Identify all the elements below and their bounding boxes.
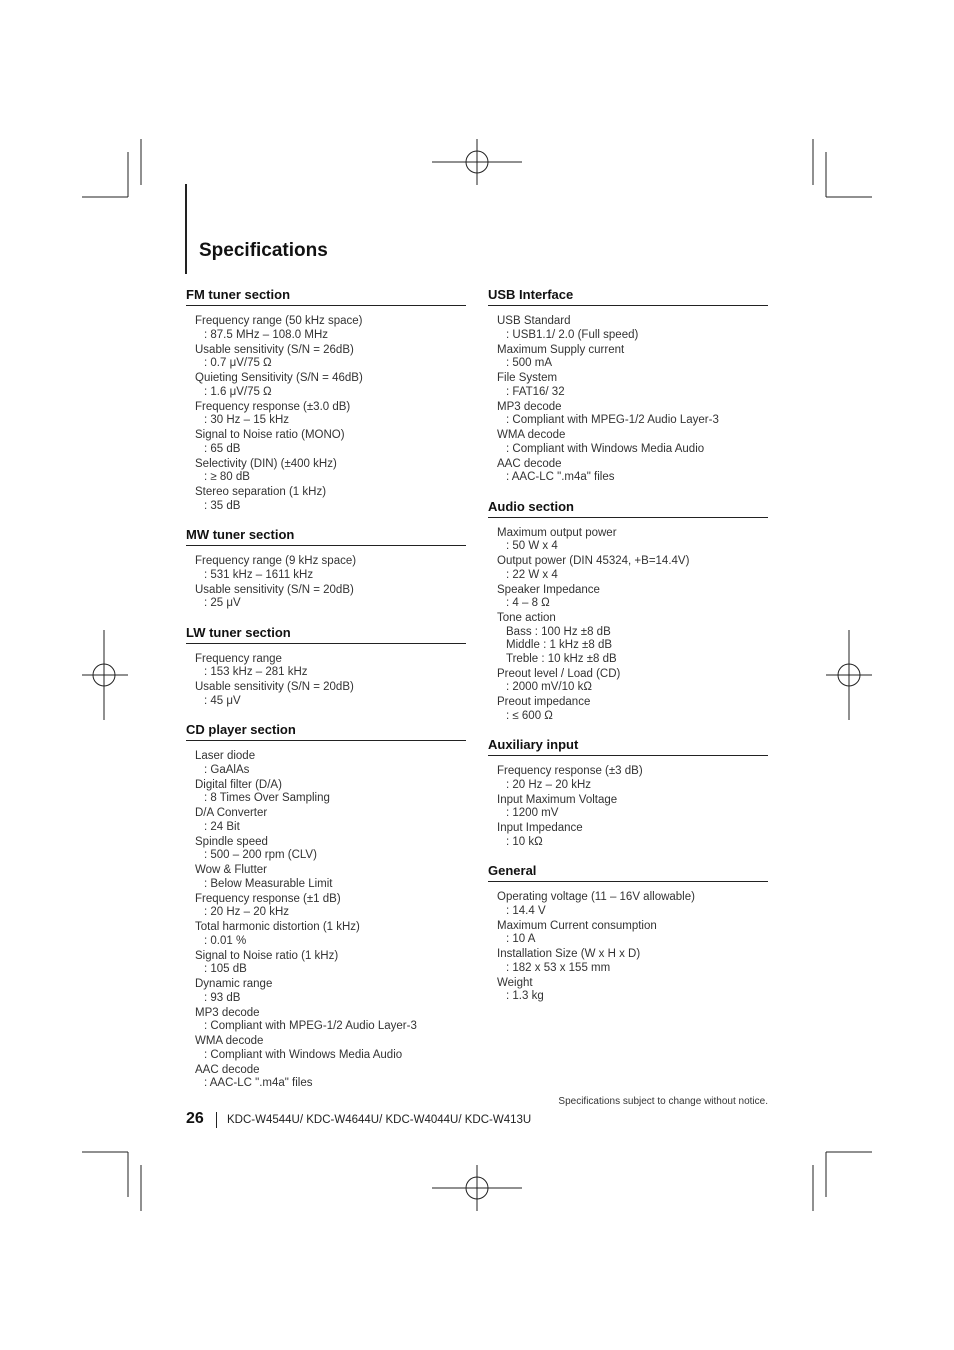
spec-item — [195, 315, 466, 342]
spec-item — [497, 920, 768, 947]
spec-item — [195, 950, 466, 977]
page-number-separator — [216, 1112, 217, 1128]
spec-item — [195, 401, 466, 428]
spec-list — [186, 555, 466, 611]
spec-label: MP3 decode — [195, 1006, 260, 1019]
spec-item — [497, 527, 768, 554]
spec-value: : 1.6 μV/75 Ω — [204, 385, 272, 398]
spec-item — [195, 779, 466, 806]
spec-label: Maximum output power — [497, 526, 617, 539]
spec-label: Speaker Impedance — [497, 583, 600, 596]
spec-value: : 30 Hz – 15 kHz — [204, 414, 290, 426]
model-list: KDC-W4544U/ KDC-W4644U/ KDC-W4044U/ KDC-W413U — [227, 1114, 532, 1126]
left-column — [186, 286, 466, 1104]
spec-value: : 93 dB — [204, 991, 241, 1004]
section-cd-player-section — [186, 721, 466, 1091]
spec-label: Weight — [497, 976, 533, 989]
spec-list — [488, 527, 768, 724]
spec-label: Installation Size (W x H x D) — [497, 948, 641, 960]
spec-label: Input Impedance — [497, 822, 583, 834]
section-audio-section — [488, 498, 768, 724]
spec-list — [186, 653, 466, 709]
spec-label: Frequency range (50 kHz space) — [195, 315, 363, 327]
spec-label: USB Standard — [497, 315, 571, 327]
spec-value: : AAC-LC ".m4a" files — [204, 1077, 313, 1089]
spec-value: : 87.5 MHz – 108.0 MHz — [204, 328, 328, 341]
spec-item — [497, 891, 768, 918]
spec-item — [497, 696, 768, 723]
spec-item — [195, 372, 466, 399]
spec-label: Digital filter (D/A) — [195, 778, 282, 791]
spec-value: : 1.3 kg — [506, 990, 544, 1002]
spec-value: : 10 kΩ — [506, 835, 543, 848]
spec-item — [195, 458, 466, 485]
spec-value: : 65 dB — [204, 442, 241, 455]
spec-item — [497, 612, 768, 666]
spec-value: Middle : 1 kHz ±8 dB — [506, 639, 613, 651]
spec-label: Preout impedance — [497, 696, 591, 708]
spec-item — [497, 765, 768, 792]
section-mw-tuner-section — [186, 526, 466, 611]
spec-label: Usable sensitivity (S/N = 20dB) — [195, 583, 354, 596]
spec-label: WMA decode — [497, 429, 566, 441]
spec-label: Wow & Flutter — [195, 864, 267, 876]
spec-value: : 105 dB — [204, 963, 247, 975]
registration-target-left-icon — [82, 630, 128, 720]
spec-value: : 14.4 V — [506, 904, 546, 917]
spec-value: : 35 dB — [204, 499, 241, 512]
section-general — [488, 862, 768, 1004]
spec-item — [195, 429, 466, 456]
spec-value: : 182 x 53 x 155 mm — [506, 961, 611, 974]
spec-item — [195, 864, 466, 891]
spec-label: Frequency response (±3 dB) — [497, 765, 643, 777]
spec-value: : 8 Times Over Sampling — [204, 792, 330, 804]
spec-label: Spindle speed — [195, 835, 268, 848]
spec-item — [497, 977, 768, 1004]
spec-label: Operating voltage (11 – 16V allowable) — [497, 891, 695, 903]
spec-label: D/A Converter — [195, 807, 268, 819]
spec-label: Total harmonic distortion (1 kHz) — [195, 921, 360, 933]
spec-label: Maximum Supply current — [497, 343, 625, 356]
section-fm-tuner-section — [186, 286, 466, 513]
spec-value: : USB1.1/ 2.0 (Full speed) — [506, 328, 639, 341]
spec-label: Frequency response (±1 dB) — [195, 892, 341, 905]
spec-label: Usable sensitivity (S/N = 26dB) — [195, 343, 354, 356]
page-number: 26 — [186, 1110, 204, 1127]
spec-item — [195, 1035, 466, 1062]
spec-value: : 20 Hz – 20 kHz — [506, 778, 592, 791]
spec-item — [497, 458, 768, 485]
spec-label: Frequency range (9 kHz space) — [195, 555, 357, 567]
footer-note: Specifications subject to change without notice. — [558, 1096, 768, 1107]
section-usb-interface — [488, 286, 768, 485]
spec-label: AAC decode — [497, 457, 562, 470]
spec-value: : ≥ 80 dB — [204, 471, 250, 483]
spec-value: : ≤ 600 Ω — [506, 709, 553, 722]
spec-value: : 500 – 200 rpm (CLV) — [204, 849, 317, 861]
spec-list — [186, 315, 466, 513]
spec-label: AAC decode — [195, 1063, 260, 1076]
spec-value: : Compliant with Windows Media Audio — [204, 1048, 403, 1061]
section-lw-tuner-section — [186, 624, 466, 709]
spec-item — [195, 893, 466, 920]
spec-label: Frequency range — [195, 652, 282, 665]
spec-value: : 45 μV — [204, 694, 241, 707]
title-rule — [185, 184, 187, 274]
spec-list — [488, 891, 768, 1004]
spec-item — [195, 978, 466, 1005]
spec-item — [195, 555, 466, 582]
spec-item — [497, 668, 768, 695]
spec-label: Preout level / Load (CD) — [497, 667, 621, 680]
spec-item — [497, 794, 768, 821]
spec-item — [195, 807, 466, 834]
spec-item — [195, 836, 466, 863]
section-heading: LW tuner section — [186, 624, 466, 644]
spec-item — [497, 555, 768, 582]
spec-value: : 24 Bit — [204, 820, 240, 833]
spec-item — [195, 921, 466, 948]
section-auxiliary-input — [488, 736, 768, 849]
section-heading: Audio section — [488, 498, 768, 518]
spec-item — [195, 344, 466, 371]
spec-item — [497, 822, 768, 849]
spec-item — [195, 584, 466, 611]
spec-label: Laser diode — [195, 750, 256, 762]
spec-item — [195, 653, 466, 680]
registration-target-top-icon — [432, 139, 522, 185]
spec-value: : 500 mA — [506, 357, 553, 369]
spec-label: Selectivity (DIN) (±400 kHz) — [195, 457, 337, 470]
spec-value: : 25 μV — [204, 597, 241, 609]
spec-value: : AAC-LC ".m4a" files — [506, 471, 615, 483]
spec-item — [497, 344, 768, 371]
spec-label: Frequency response (±3.0 dB) — [195, 400, 351, 413]
spec-label: Usable sensitivity (S/N = 20dB) — [195, 681, 354, 693]
spec-label: Quieting Sensitivity (S/N = 46dB) — [195, 372, 363, 384]
spec-list — [488, 315, 768, 485]
spec-label: WMA decode — [195, 1035, 264, 1047]
spec-value: Treble : 10 kHz ±8 dB — [506, 652, 617, 665]
spec-value: : Compliant with Windows Media Audio — [506, 442, 705, 455]
spec-value: : 10 A — [506, 933, 536, 945]
spec-label: Tone action — [497, 612, 556, 624]
spec-label: File System — [497, 372, 558, 384]
spec-item — [195, 486, 466, 513]
spec-item — [497, 401, 768, 428]
spec-label: Input Maximum Voltage — [497, 793, 618, 806]
spec-item — [497, 372, 768, 399]
section-heading: General — [488, 862, 768, 882]
spec-value: Bass : 100 Hz ±8 dB — [506, 625, 611, 638]
spec-value: : 22 W x 4 — [506, 568, 558, 581]
spec-list — [186, 750, 466, 1091]
section-heading: Auxiliary input — [488, 736, 768, 756]
spec-label: Signal to Noise ratio (MONO) — [195, 429, 345, 441]
spec-value: : Compliant with MPEG-1/2 Audio Layer-3 — [506, 414, 719, 426]
spec-label: Maximum Current consumption — [497, 919, 657, 932]
spec-value: : Compliant with MPEG-1/2 Audio Layer-3 — [204, 1020, 417, 1032]
section-heading: MW tuner section — [186, 526, 466, 546]
page-title: Specifications — [199, 240, 328, 261]
section-heading: CD player section — [186, 721, 466, 741]
spec-item — [195, 1064, 466, 1091]
spec-value: : 4 – 8 Ω — [506, 597, 550, 609]
spec-item — [195, 1007, 466, 1034]
spec-item — [497, 584, 768, 611]
spec-value: : 153 kHz – 281 kHz — [204, 666, 308, 678]
spec-list — [488, 765, 768, 849]
spec-label: MP3 decode — [497, 400, 562, 413]
spec-label: Output power (DIN 45324, +B=14.4V) — [497, 555, 690, 567]
spec-value: : 20 Hz – 20 kHz — [204, 906, 290, 918]
spec-value: : GaAlAs — [204, 763, 250, 776]
spec-label: Stereo separation (1 kHz) — [195, 486, 327, 498]
section-heading: FM tuner section — [186, 286, 466, 306]
spec-label: Dynamic range — [195, 978, 273, 990]
spec-item — [497, 948, 768, 975]
spec-item — [195, 681, 466, 708]
spec-value: : Below Measurable Limit — [204, 877, 333, 890]
spec-value: : 2000 mV/10 kΩ — [506, 681, 592, 693]
spec-value: : 1200 mV — [506, 807, 559, 819]
spec-item — [195, 750, 466, 777]
registration-target-bottom-icon — [432, 1165, 522, 1211]
spec-item — [497, 429, 768, 456]
spec-label: Signal to Noise ratio (1 kHz) — [195, 949, 339, 962]
right-column — [488, 286, 768, 1017]
spec-value: : 50 W x 4 — [506, 540, 558, 552]
spec-item — [497, 315, 768, 342]
spec-value: : FAT16/ 32 — [506, 385, 565, 398]
spec-value: : 531 kHz – 1611 kHz — [204, 568, 314, 581]
section-heading: USB Interface — [488, 286, 768, 306]
spec-value: : 0.01 % — [204, 934, 247, 947]
spec-value: : 0.7 μV/75 Ω — [204, 357, 272, 369]
registration-target-right-icon — [826, 630, 872, 720]
